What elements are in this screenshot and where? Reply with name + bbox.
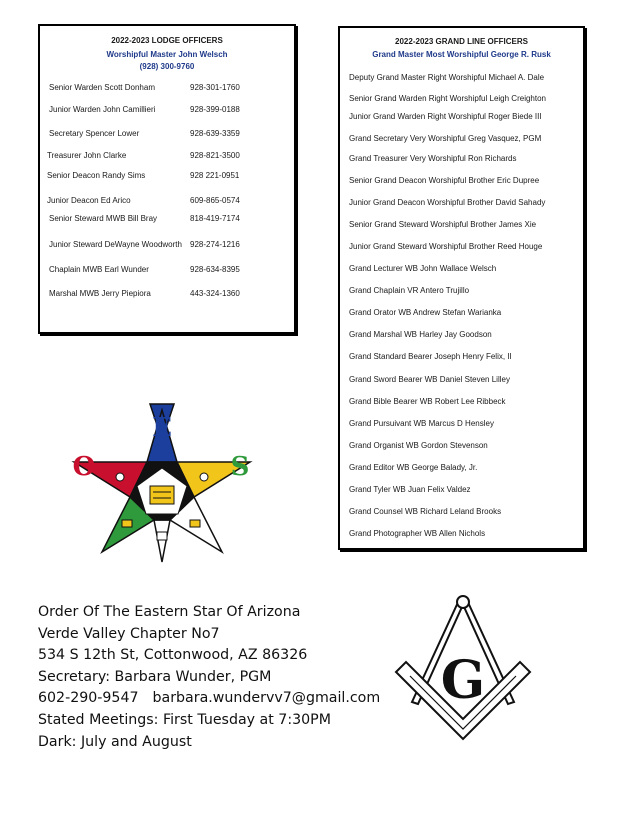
letter-e: E [152, 413, 172, 443]
letter-g: G [440, 650, 486, 711]
officer-phone: 609-865-0574 [190, 196, 240, 205]
officer-name: Junior Warden John Camillieri [49, 105, 156, 114]
grand-officer: Junior Grand Steward Worshipful Brother Reed Houge [349, 242, 543, 251]
officer-phone: 928-301-1760 [190, 83, 240, 92]
grand-officer: Grand Pursuivant WB Marcus D Hensley [349, 419, 494, 428]
crown-icon [200, 473, 208, 481]
grand-officer: Grand Orator WB Andrew Stefan Warianka [349, 308, 502, 317]
grand-officer: Grand Lecturer WB John Wallace Welsch [349, 264, 497, 273]
compass-hinge [457, 596, 469, 608]
veil-icon [157, 532, 167, 540]
grand-officer: Grand Bible Bearer WB Robert Lee Ribbeck [349, 397, 506, 406]
officer-phone: 928-639-3359 [190, 129, 240, 138]
chapter-meetings: Stated Meetings: First Tuesday at 7:30PM [38, 711, 331, 728]
grand-officer: Grand Organist WB Gordon Stevenson [349, 441, 488, 450]
grand-officer: Junior Grand Warden Right Worshipful Roger Biede III [349, 112, 542, 121]
grand-officer: Grand Secretary Very Worshipful Greg Vasquez, PGM [349, 134, 542, 143]
square-and-compass-icon [388, 594, 538, 744]
officer-name: Senior Steward MWB Bill Bray [49, 214, 158, 223]
chapter-org: Order Of The Eastern Star Of Arizona [38, 604, 301, 620]
officer-name: Senior Deacon Randy Sims [47, 171, 146, 180]
chapter-name: Verde Valley Chapter No7 [38, 625, 220, 642]
officer-name: Marshal MWB Jerry Piepiora [49, 289, 151, 298]
grand-line-officers-panel [338, 26, 585, 550]
grand-officer: Grand Chaplain VR Antero Trujillo [349, 286, 470, 295]
grand-officer: Grand Photographer WB Allen Nichols [349, 529, 486, 538]
officer-name: Junior Steward DeWayne Woodworth [49, 240, 182, 249]
grand-officer: Grand Tyler WB Juan Felix Valdez [349, 485, 471, 494]
grand-title: 2022-2023 GRAND LINE OFFICERS [395, 37, 528, 46]
worshipful-master: Worshipful Master John Welsch [106, 50, 228, 59]
chapter-phone: 602-290-9547 [38, 690, 139, 707]
letter-o: O [72, 452, 96, 482]
altar-icon [150, 486, 174, 504]
worshipful-master-phone: (928) 300-9760 [139, 62, 195, 71]
cup-icon [116, 473, 124, 481]
grand-officer: Junior Grand Deacon Worshipful Brother David Sahady [349, 198, 546, 207]
officer-phone: 928-634-8395 [190, 265, 240, 274]
grand-officer: Senior Grand Warden Right Worshipful Leigh Creighton [349, 94, 546, 103]
chapter-secretary: Secretary: Barbara Wunder, PGM [38, 668, 272, 685]
officer-name: Junior Deacon Ed Arico [47, 196, 131, 205]
grand-officer: Grand Sword Bearer WB Daniel Steven Lilley [349, 375, 510, 384]
grand-officer: Grand Editor WB George Balady, Jr. [349, 463, 478, 472]
officer-name: Treasurer John Clarke [47, 151, 127, 160]
grand-officer: Senior Grand Deacon Worshipful Brother Eric Dupree [349, 176, 540, 185]
officer-phone: 443-324-1360 [190, 289, 240, 298]
chapter-contact [38, 688, 380, 710]
lodge-officers-panel [38, 24, 296, 334]
officer-name: Chaplain MWB Earl Wunder [49, 265, 149, 274]
eastern-star-icon [62, 402, 262, 567]
lodge-title: 2022-2023 LODGE OFFICERS [111, 36, 223, 45]
grand-officer: Grand Treasurer Very Worshipful Ron Richards [349, 154, 517, 163]
officer-name: Secretary Spencer Lower [49, 129, 140, 138]
chapter-info [38, 602, 380, 753]
officer-phone: 928-821-3500 [190, 151, 240, 160]
chapter-email[interactable]: barbara.wundervv7@gmail.com [152, 690, 381, 707]
grand-master: Grand Master Most Worshipful George R. Rusk [372, 50, 551, 59]
letter-s: S [230, 452, 250, 482]
officer-phone: 818-419-7174 [190, 214, 240, 223]
grand-officer: Senior Grand Steward Worshipful Brother James Xie [349, 220, 537, 229]
officer-phone: 928 221-0951 [190, 171, 240, 180]
chapter-address: 534 S 12th St, Cottonwood, AZ 86326 [38, 647, 308, 664]
officer-phone: 928-399-0188 [190, 105, 240, 114]
sheaf-icon [122, 520, 132, 527]
officer-phone: 928-274-1216 [190, 240, 240, 249]
grand-officer: Grand Standard Bearer Joseph Henry Felix, II [349, 352, 512, 361]
grand-officer: Grand Marshal WB Harley Jay Goodson [349, 330, 492, 339]
chapter-dark: Dark: July and August [38, 733, 192, 750]
grand-officer: Grand Counsel WB Richard Leland Brooks [349, 507, 502, 516]
grand-officer: Deputy Grand Master Right Worshipful Michael A. Dale [349, 73, 545, 82]
star-point-white [154, 520, 170, 562]
lily-icon [190, 520, 200, 527]
officer-name: Senior Warden Scott Donham [49, 83, 155, 92]
